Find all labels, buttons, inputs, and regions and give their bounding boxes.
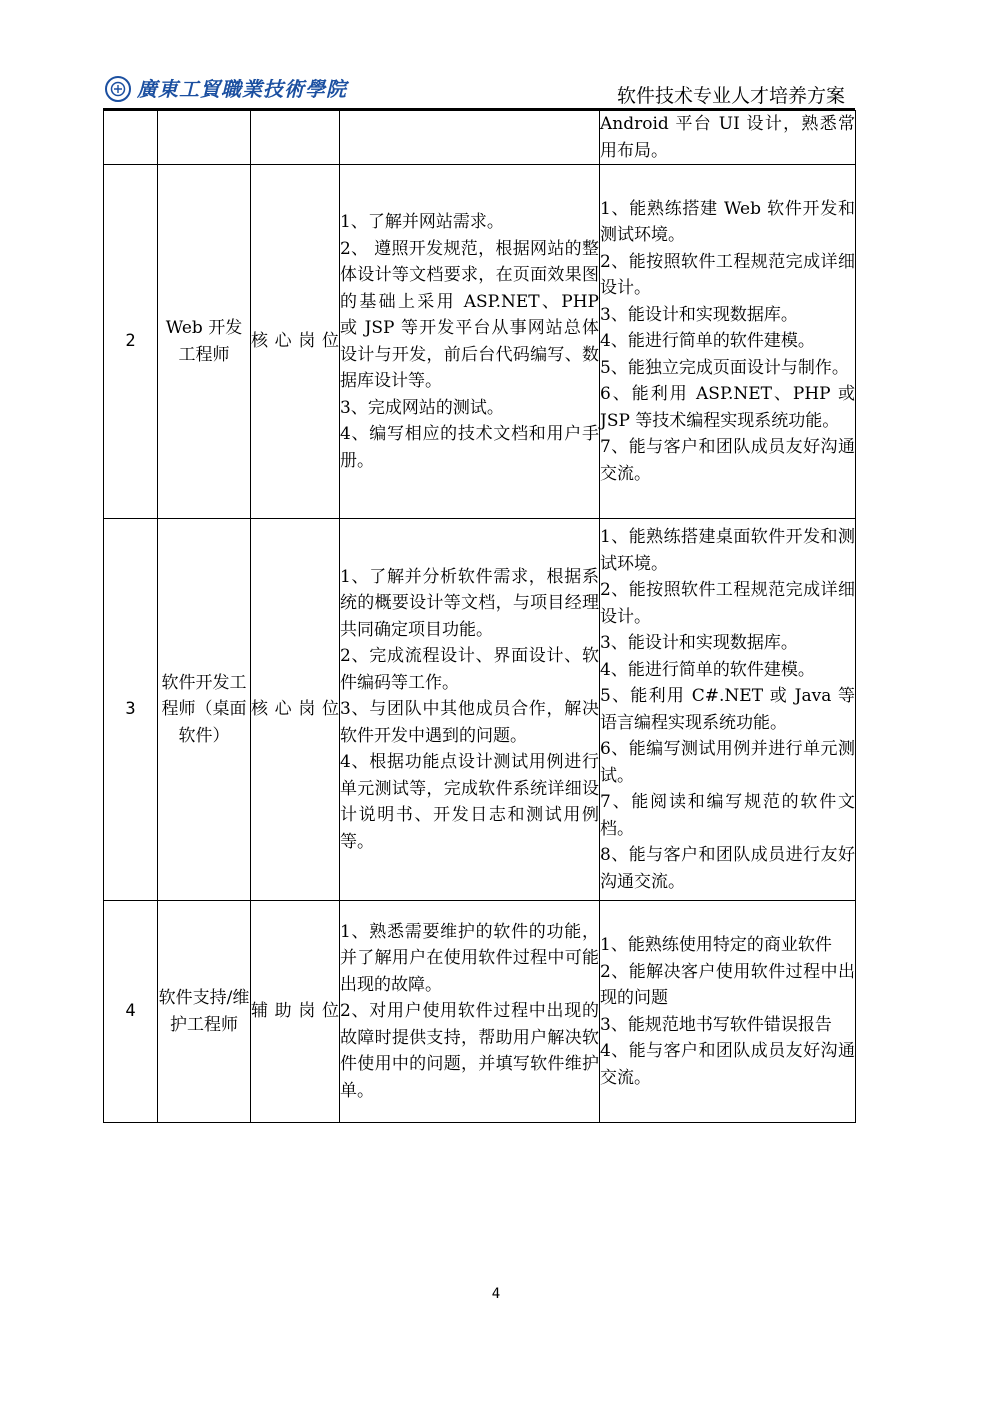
- ability-item: 2、能按照软件工程规范完成详细设计。: [600, 580, 855, 627]
- duty-item: 2、 遵照开发规范，根据网站的整体设计等文档要求，在页面效果图的基础上采用 ASP.NET、PHP 或 JSP 等开发平台从事网站总体设计与开发，前后台代码编写、数据库设计等。: [340, 238, 599, 391]
- row-number: [104, 111, 158, 165]
- ability-item: Android 平台 UI 设计，熟悉常用布局。: [600, 114, 855, 161]
- job-duties: [340, 165, 600, 519]
- ability-item: 3、能设计和实现数据库。: [600, 633, 798, 653]
- duty-item: 4、编写相应的技术文档和用户手册。: [340, 424, 599, 471]
- ability-item: 7、能阅读和编写规范的软件文档。: [600, 792, 855, 839]
- job-duties: [340, 901, 600, 1123]
- ability-item: 1、能熟练搭建 Web 软件开发和测试环境。: [600, 198, 855, 246]
- job-type: 辅助岗位: [251, 901, 340, 1123]
- table-row: [104, 111, 856, 165]
- duty-item: 2、对用户使用软件过程中出现的故障时提供支持，帮助用户解决软件使用中的问题，并填写软件维护单。: [340, 1001, 599, 1101]
- ability-item: 6、能利用 ASP.NET、PHP 或 JSP 等技术编程实现系统功能。: [600, 384, 855, 431]
- ability-item: 8、能与客户和团队成员进行友好沟通交流。: [600, 845, 855, 892]
- ability-item: 7、能与客户和团队成员友好沟通交流。: [600, 437, 855, 484]
- ability-item: 4、能进行简单的软件建模。: [600, 659, 815, 680]
- ability-requirements: [600, 901, 856, 1123]
- table-row: [104, 519, 856, 901]
- ability-item: 5、能独立完成页面设计与制作。: [600, 357, 849, 378]
- ability-item: 4、能进行简单的软件建模。: [600, 331, 815, 352]
- job-title: 软件支持/维护工程师: [158, 901, 251, 1123]
- college-logo: [105, 76, 347, 102]
- document-title: 软件技术专业人才培养方案: [616, 85, 845, 107]
- job-duties: [340, 111, 600, 165]
- duty-item: 2、完成流程设计、界面设计、软件编码等工作。: [340, 646, 599, 693]
- page-header: [103, 72, 855, 110]
- table-row: [104, 901, 856, 1123]
- duty-item: 1、熟悉需要维护的软件的功能，并了解用户在使用软件过程中可能出现的故障。: [340, 921, 599, 995]
- ability-item: 6、能编写测试用例并进行单元测试。: [600, 739, 855, 786]
- row-number: 4: [104, 901, 158, 1123]
- row-number: 3: [104, 519, 158, 901]
- ability-requirements: [600, 519, 856, 901]
- table-row: [104, 165, 856, 519]
- job-type: [251, 111, 340, 165]
- ability-item: 1、能熟练使用特定的商业软件: [600, 935, 832, 955]
- duty-item: 1、了解并分析软件需求，根据系统的概要设计等文档，与项目经理共同确定项目功能。: [340, 566, 599, 640]
- job-title: Web 开发工程师: [158, 165, 251, 519]
- ability-item: 5、能利用 C#.NET 或 Java 等语言编程实现系统功能。: [600, 686, 855, 733]
- ability-item: 3、能规范地书写软件错误报告: [600, 1014, 832, 1035]
- job-type: 核心岗位: [251, 165, 340, 519]
- ability-item: 2、能按照软件工程规范完成详细设计。: [600, 251, 855, 299]
- ability-requirements: [600, 165, 856, 519]
- job-title: [158, 111, 251, 165]
- job-position-table: [103, 110, 856, 1123]
- duty-item: 4、根据功能点设计测试用例进行单元测试等，完成软件系统详细设计说明书、开发日志和测试用例等。: [340, 752, 599, 852]
- job-duties: [340, 519, 600, 901]
- duty-item: 1、了解并网站需求。: [340, 212, 504, 232]
- college-name: 廣東工貿職業技術學院: [137, 77, 347, 101]
- ability-item: 2、能解决客户使用软件过程中出现的问题: [600, 961, 855, 1008]
- duty-item: 3、完成网站的测试。: [340, 397, 504, 418]
- page-number: 4: [491, 1286, 501, 1302]
- ability-item: 4、能与客户和团队成员友好沟通交流。: [600, 1041, 855, 1088]
- job-title: 软件开发工程师（桌面软件）: [158, 519, 251, 901]
- ability-item: 3、能设计和实现数据库。: [600, 304, 798, 325]
- job-type: 核心岗位: [251, 519, 340, 901]
- duty-item: 3、与团队中其他成员合作，解决软件开发中遇到的问题。: [340, 699, 599, 746]
- ability-item: 1、能熟练搭建桌面软件开发和测试环境。: [600, 527, 855, 574]
- row-number: 2: [104, 165, 158, 519]
- ability-requirements: [600, 111, 856, 165]
- college-seal-icon: [105, 76, 131, 102]
